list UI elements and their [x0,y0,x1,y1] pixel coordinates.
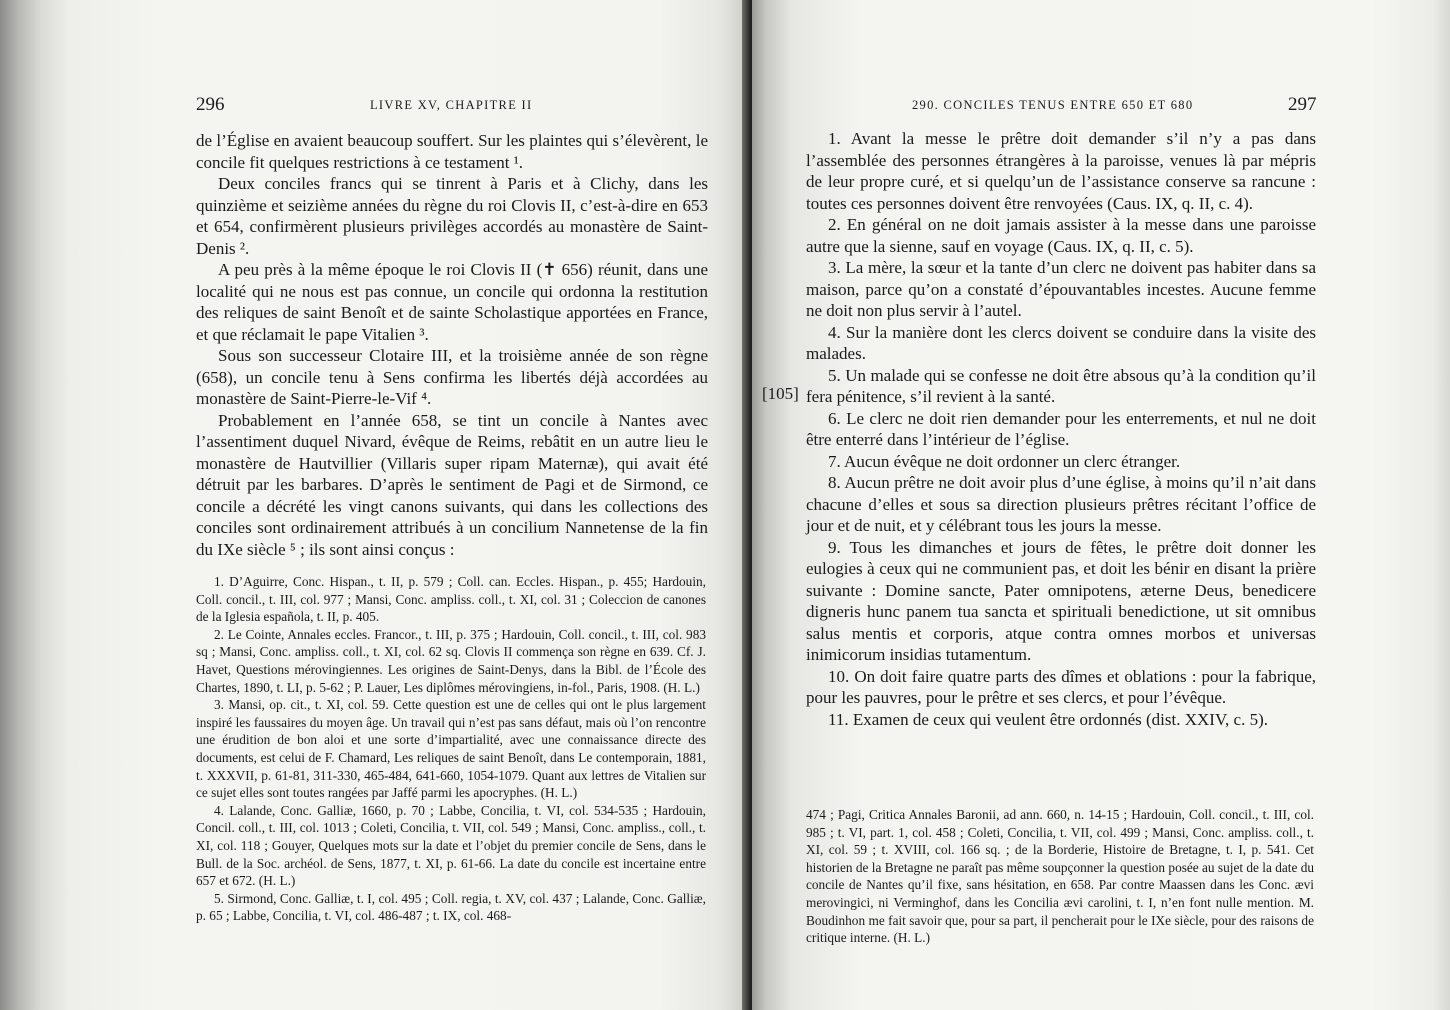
paragraph: Probablement en l’année 658, se tint un concile à Nantes avec l’assentiment duquel Nivard, évêque de Reims, rebâtit en un autre lieu le monastère de Hautvillier (Villaris super ripam Maternæ), qui avait été détruit par les barbares. D’après le sentiment de Pagi et de Sirmond, ce concile a décrété les vingt canons suivants, qui dans les collections des conciles sont ordinairement attribués à un concilium Nannetense de la fin du IXe siècle ⁵ ; ils sont ainsi conçus : [196,410,708,559]
main-text [196,130,708,560]
margin-reference: [105] [762,384,799,403]
page-number: 296 [196,94,225,115]
footnote: 4. Lalande, Conc. Galliæ, 1660, p. 70 ; Labbe, Concilia, t. VI, col. 534-535 ; Hardouin, Concil. coll., t. III, col. 1013 ; Coleti, Concilia, t. VII, col. 549 ; Mansi, Conc. ampliss., coll., t. XI, col. 118 ; Gouyer, Quelques mots sur la date et l’objet du premier concile de Sens, dans le Bull. de la Soc. archéol. de Sens, 1877, t. XI, p. 61-66. La date du concile est incertaine entre 657 et 672. (H. L.) [196,802,706,889]
running-head: 290. CONCILES TENUS ENTRE 650 ET 680 [912,98,1194,112]
footnote: 1. D’Aguirre, Conc. Hispan., t. II, p. 579 ; Coll. can. Eccles. Hispan., p. 455; Hardouin, Coll. concil., t. III, col. 977 ; Mansi, Conc. ampliss. coll., t. XI, col. 31 ; Coleccion de canones de la Iglesia española, t. II, p. 405. [196,574,706,625]
canon-paragraph: 5. Un malade qui se confesse ne doit être absous qu’à la condition qu’il fera pénitence, s’il revient à la santé. [806,365,1316,406]
canon-paragraph: 1. Avant la messe le prêtre doit demander s’il n’y a pas dans l’assemblée des personnes étrangères à la paroisse, venues là par mépris de leur propre curé, et si quelqu’un de l’assistance conserve sa rancune : toutes ces personnes doivent être renvoyées (Caus. IX, q. II, c. 4). [806,129,1316,213]
footnote: 5. Sirmond, Conc. Galliæ, t. I, col. 495 ; Coll. regia, t. XV, col. 437 ; Lalande, Conc. Galliæ, p. 65 ; Labbe, Concilia, t. VI, col. 486-487 ; t. IX, col. 468- [196,890,706,924]
canon-paragraph: 9. Tous les dimanches et jours de fêtes, le prêtre doit donner les eulogies à ceux qui ne communient pas, et doit les bénir en disant la prière suivante : Domine sancte, Pater omnipotens, æterne Deus, benedicere digneris hunc panem tua sancta et spirituali benedictione, ut sit omnibus salus mentis et corporis, atque contra omnes morbos et universas inimicorum insidias tutamentum. [806,537,1316,664]
canon-paragraph: 7. Aucun évêque ne doit ordonner un clerc étranger. [828,451,1181,471]
main-text [806,128,1316,730]
canon-paragraph: 3. La mère, la sœur et la tante d’un clerc ne doivent pas habiter dans sa maison, parce qu’on a constaté d’épouvantables incestes. Aucune femme ne doit non plus servir à l’autel. [806,258,1316,320]
paragraph: de l’Église en avaient beaucoup souffert. Sur les plaintes qui s’élevèrent, le concile fit quelques restrictions à ce testament ¹. [196,131,708,172]
canon-paragraph: 6. Le clerc ne doit rien demander pour les enterrements, et nul ne doit être enterré dans l’intérieur de l’église. [806,408,1316,449]
paragraph: Sous son successeur Clotaire III, et la troisième année de son règne (658), un concile tenu à Sens confirma les libertés déjà accordées au monastère de Saint-Pierre-le-Vif ⁴. [196,346,708,408]
footnotes [806,806,1314,947]
canon-paragraph: 10. On doit faire quatre parts des dîmes et oblations : pour la fabrique, pour les pauvres, pour le prêtre et ses clercs, et pour l’évêque. [806,666,1316,707]
footnotes [196,573,706,925]
canon-paragraph: 8. Aucun prêtre ne doit avoir plus d’une église, à moins qu’il n’ait dans chacune d’elles et sous sa direction plusieurs prêtres récitant l’office de jour et de nuit, et y célébrant tous les jours la messe. [806,473,1316,535]
canon-paragraph: 11. Examen de ceux qui veulent être ordonnés (dist. XXIV, c. 5). [828,709,1268,729]
running-head: LIVRE XV, CHAPITRE II [370,98,533,112]
paragraph: Deux conciles francs qui se tinrent à Paris et à Clichy, dans les quinzième et seizième années du règne du roi Clovis II, c’est-à-dire en 653 et 654, confirmèrent plusieurs privilèges accordés au monastère de Saint-Denis ². [196,174,708,258]
canon-paragraph: 2. En général on ne doit jamais assister à la messe dans une paroisse autre que la sienne, sauf en voyage (Caus. IX, q. II, c. 5). [806,215,1316,256]
footnote: 2. Le Cointe, Annales eccles. Francor., t. III, p. 375 ; Hardouin, Coll. concil., t. III, col. 983 sq ; Mansi, Conc. ampliss. coll., t. XI, col. 62 sq. Clovis II commença son règne en 639. Cf. J. Havet, Questions mérovingiennes. Les origines de Saint-Denys, dans la Bibl. de l’École des Chartes, 1890, t. LI, p. 5-62 ; P. Lauer, Les diplômes mérovingiens, in-fol., Paris, 1908. (H. L.) [196,626,706,695]
canon-paragraph: 4. Sur la manière dont les clercs doivent se conduire dans la visite des malades. [806,322,1316,363]
right-page [752,0,1450,1010]
page-number: 297 [1288,94,1317,115]
footnote: 3. Mansi, op. cit., t. XI, col. 59. Cette question est une de celles qui ont le plus largement inspiré les faussaires du moyen âge. Un travail qui n’est pas sans défaut, mais où l’on rencontre une érudition de bon aloi et une sorte d’impartialité, avec une connaissance directe des documents, est celui de F. Chamard, Les reliques de saint Benoît, dans Le contemporain, 1881, t. XXXVII, p. 61-81, 311-330, 465-484, 641-660, 1054-1079. Quant aux lettres de Vitalien sur ce sujet elles sont toutes rangées par Jaffé parmi les apocryphes. (H. L.) [196,697,706,801]
footnote-continuation: 474 ; Pagi, Critica Annales Baronii, ad ann. 660, n. 14-15 ; Hardouin, Coll. concil., t. III, col. 985 ; t. VI, part. 1, col. 458 ; Coleti, Concilia, t. VII, col. 499 ; Mansi, Conc. ampliss. coll., t. XI, col. 59 ; t. XVIII, col. 166 sq. ; de la Borderie, Histoire de Bretagne, t. I, p. 541. Cet historien de la Bretagne ne paraît pas même soupçonner la question posée au sujet de la date du concile de Nantes qu’il fixe, sans hésitation, en 658. Par contre Maassen dans les Conc. ævi merovingici, ni Verminghof, dans les Concilia ævi carolini, t. I, n’en font nulle mention. M. Boudinhon me fait savoir que, pour sa part, il pencherait pour le IXe siècle, pour des raisons de critique interne. (H. L.) [806,807,1314,946]
paragraph: A peu près à la même époque le roi Clovis II (✝ 656) réunit, dans une localité qui ne nous est pas connue, un concile qui ordonna la restitution des reliques de saint Benoît et de sainte Scholastique apportées en France, et que réclamait le pape Vitalien ³. [196,260,708,344]
